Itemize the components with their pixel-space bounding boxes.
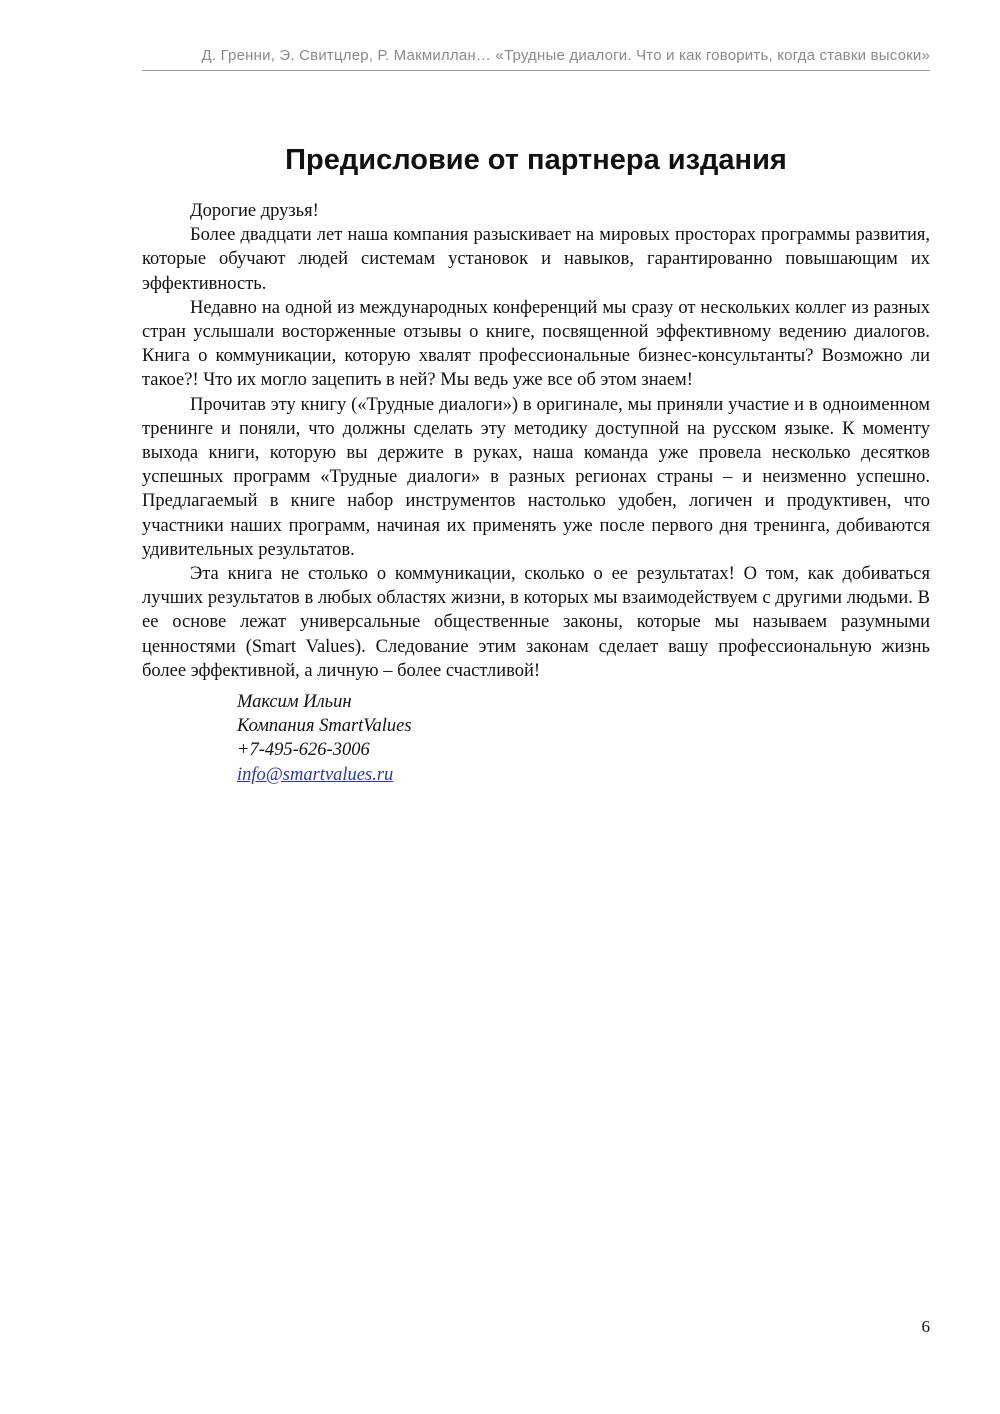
signature-email-link[interactable]: info@smartvalues.ru <box>237 764 394 785</box>
running-header: Д. Гренни, Э. Свитцлер, Р. Макмиллан… «Трудные диалоги. Что и как говорить, когда ставки высоки» <box>201 47 930 64</box>
header-divider <box>142 70 930 71</box>
signature-phone: +7-495-626-3006 <box>237 740 370 761</box>
body-text <box>142 199 930 683</box>
paragraph: Более двадцати лет наша компания разыскивает на мировых просторах программы развития, которые обучают людей системам установок и навыков, гарантированно повышающим их эффективность. <box>142 225 930 294</box>
paragraph: Недавно на одной из международных конференций мы сразу от нескольких коллег из разных стран услышали восторженные отзывы о книге, посвященной эффективному ведению диалогов. Книга о коммуникации, которую хвалят профессиональные бизнес-консультанты? Возможно ли такое?! Что их могло зацепить в ней? Мы ведь уже все об этом знаем! <box>142 297 930 391</box>
chapter-title: Предисловие от партнера издания <box>285 144 787 176</box>
signature-company: Компания SmartValues <box>237 716 412 737</box>
page-number: 6 <box>921 1317 930 1336</box>
signature-name: Максим Ильин <box>237 692 352 712</box>
paragraph-greeting: Дорогие друзья! <box>190 201 319 221</box>
signature-block <box>237 690 412 787</box>
paragraph: Прочитав эту книгу («Трудные диалоги») в оригинале, мы приняли участие и в одноименном тренинге и поняли, что должны сделать эту методику доступной на русском языке. К моменту выхода книги, которую вы держите в руках, наша команда уже провела несколько десятков успешных программ «Трудные диалоги» в разных регионах страны – и неизменно успешно. Предлагаемый в книге набор инструментов настолько удобен, логичен и продуктивен, что участники наших программ, начиная их применять уже после первого дня тренинга, добиваются удивительных результатов. <box>142 394 930 560</box>
paragraph: Эта книга не столько о коммуникации, сколько о ее результатах! О том, как добиваться лучших результатов в любых областях жизни, в которых мы взаимодействуем с другими людьми. В ее основе лежат универсальные общественные законы, которые мы называем разумными ценностями (Smart Values). Следование этим законам сделает вашу профессиональную жизнь более эффективной, а личную – более счастливой! <box>142 564 930 681</box>
